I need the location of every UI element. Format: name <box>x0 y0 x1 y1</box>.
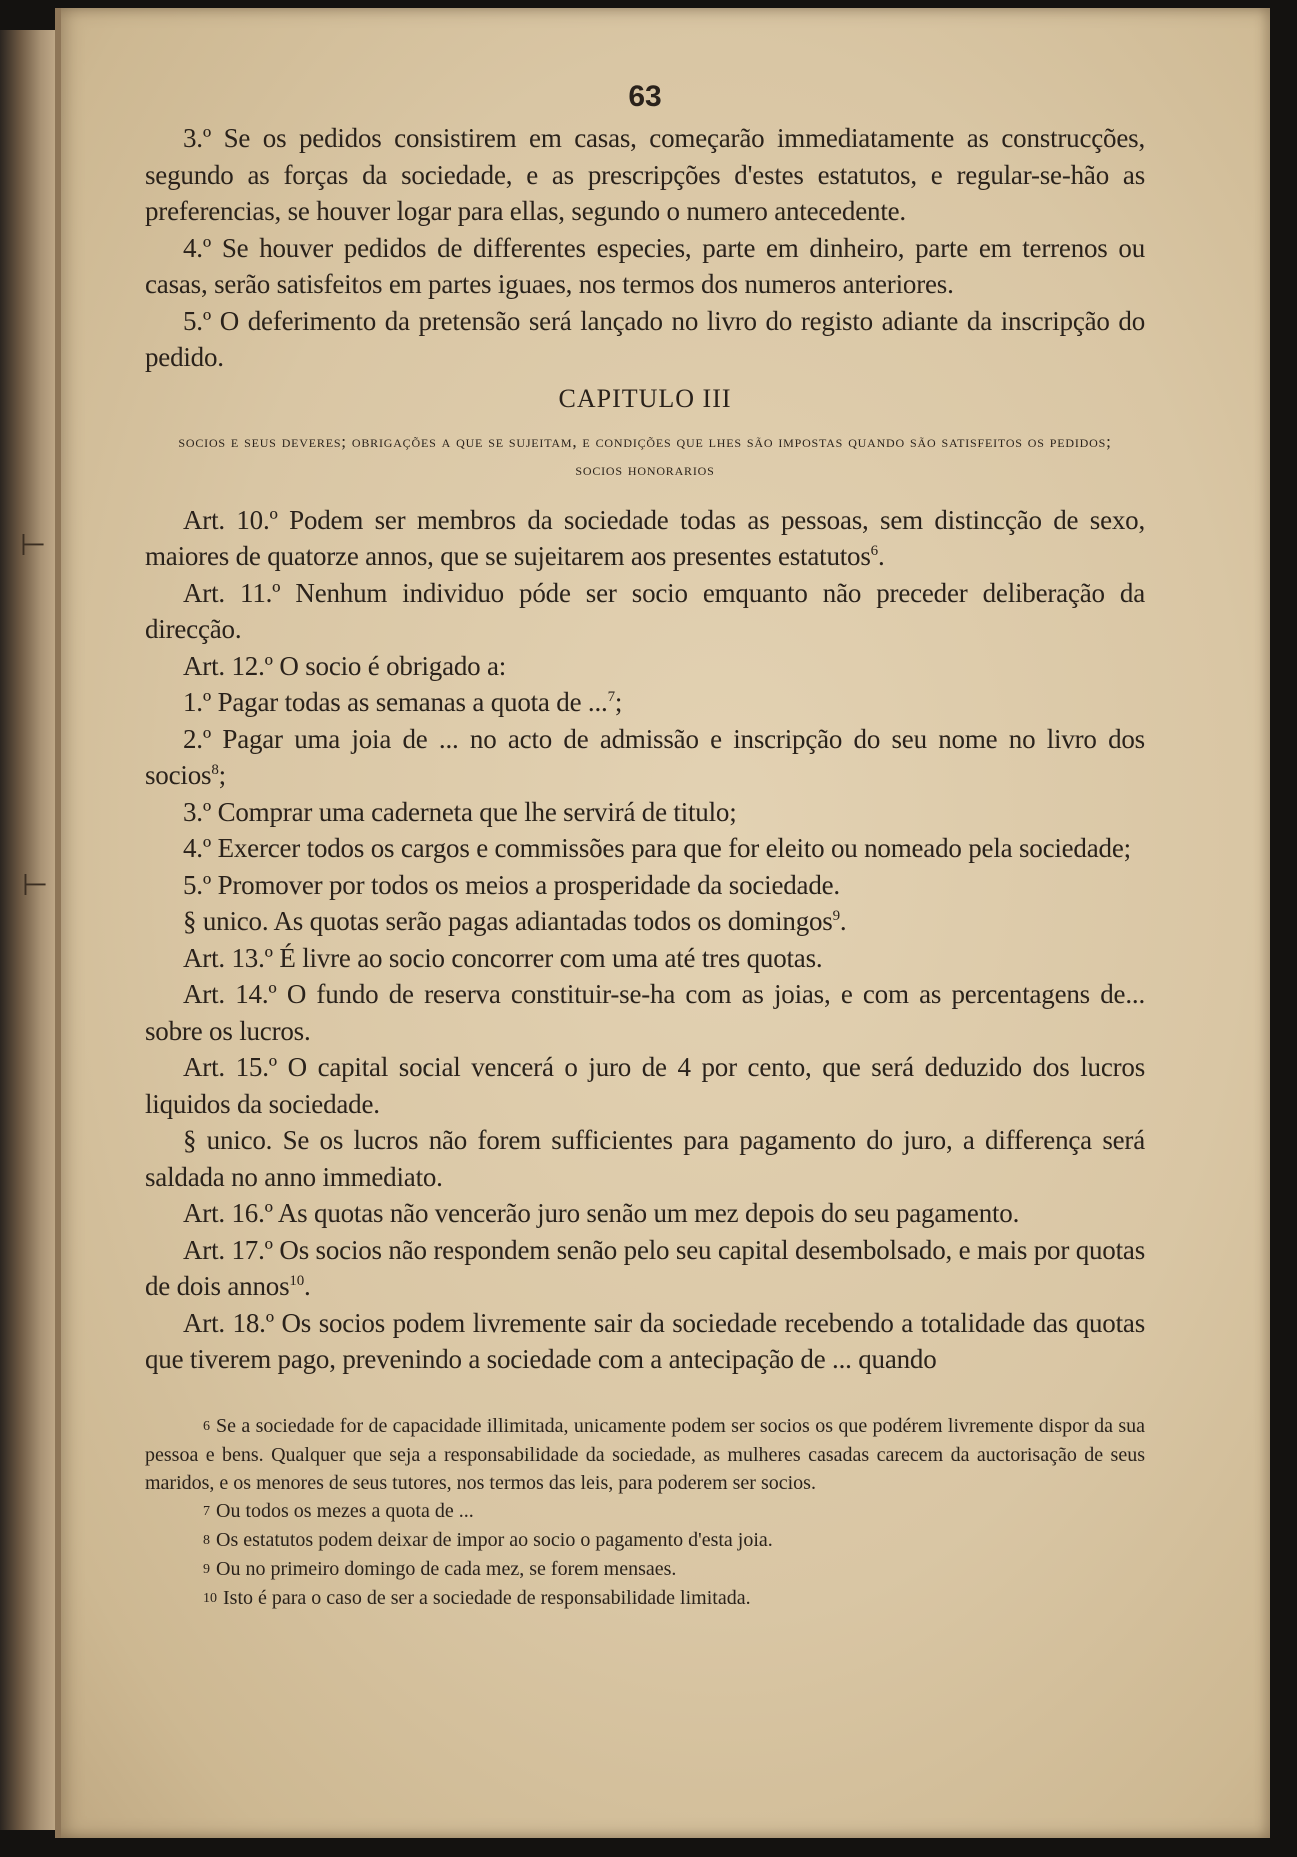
footnotes <box>145 1412 1145 1613</box>
article-12-item: 1.º Pagar todas as semanas a quota de ...$^7$; <box>183 687 623 717</box>
paragraph: 5.º O deferimento da pretensão será lançado no livro do registo adiante da inscripção do pedido. <box>145 305 1145 372</box>
article-10: Art. 10.º Podem ser membros da sociedade todas as pessoas, sem distincção de sexo, maiores de quatorze annos, que se sujeitarem aos presentes estatutos$^6$. <box>145 504 1145 571</box>
article-13: Art. 13.º É livre ao socio concorrer com uma até tres quotas. <box>183 942 823 973</box>
article-15: Art. 15.º O capital social vencerá o juro de 4 por cento, que será deduzido dos lucros liquidos da sociedade. <box>145 1052 1145 1119</box>
footnote-ref: 7 <box>607 689 615 705</box>
chapter-subtitle: socios e seus deveres; obrigações a que se sujeitam, e condições que lhes são impostas quando são satisfeitos os pedidos; socios honorarios <box>178 431 1112 479</box>
paragraph: 4.º Se houver pedidos de differentes especies, parte em dinheiro, parte em terrenos ou casas, serão satisfeitos em partes iguaes, nos termos dos numeros anteriores. <box>145 232 1145 299</box>
page-edge <box>55 8 61 1838</box>
article-12: Art. 12.º O socio é obrigado a: <box>183 650 507 681</box>
footnote: 7 Ou todos os mezes a quota de ... <box>203 1499 474 1522</box>
footnote: 8 Os estatutos podem deixar de impor ao socio o pagamento d'esta joia. <box>203 1528 773 1551</box>
article-14: Art. 14.º O fundo de reserva constituir-se-ha com as joias, e com as percentagens de... sobre os lucros. <box>145 979 1145 1046</box>
footnote: 9 Ou no primeiro domingo de cada mez, se forem mensaes. <box>203 1557 677 1580</box>
article-12-item: 5.º Promover por todos os meios a prosperidade da sociedade. <box>183 869 840 900</box>
footnote-mark: 7 <box>203 1503 210 1519</box>
article-11: Art. 11.º Nenhum individuo póde ser socio emquanto não preceder deliberação da direcção. <box>145 577 1145 644</box>
footnote-ref: 8 <box>211 762 219 778</box>
footnote: 6 Se a sociedade for de capacidade illimitada, unicamente podem ser socios os que podérem livremente dispor da sua pessoa e bens. Qualquer que seja a responsabilidade da sociedade, as mulheres casadas carecem da auctorisação de seus maridos, e os menores de seus tutores, nos termos das leis, para poderem ser socios. <box>145 1414 1145 1494</box>
footnote-mark: 6 <box>203 1418 210 1434</box>
page-content <box>145 70 1145 1613</box>
article-12-item: 2.º Pagar uma joia de ... no acto de admissão e inscripção do seu nome no livro dos socios$^8$; <box>145 723 1145 790</box>
body-text <box>145 120 1145 1378</box>
article-12-item: 4.º Exercer todos os cargos e commissões para que for eleito ou nomeado pela sociedade; <box>183 833 1131 863</box>
margin-pencil-mark-icon: ⊢ <box>20 528 47 563</box>
footnote-ref: 10 <box>289 1273 304 1289</box>
book-spine <box>0 30 58 1830</box>
footnote-mark: 8 <box>203 1532 210 1548</box>
footnote-ref: 6 <box>870 543 878 559</box>
chapter-title: CAPITULO III <box>558 383 732 413</box>
footnote-mark: 10 <box>203 1590 217 1606</box>
footnote-mark: 9 <box>203 1561 210 1577</box>
margin-pencil-mark-icon: ⊢ <box>22 868 49 903</box>
article-12-item: 3.º Comprar uma caderneta que lhe servirá de titulo; <box>183 796 737 827</box>
article-12-unico: § unico. As quotas serão pagas adiantadas todos os domingos$^9$. <box>183 906 847 936</box>
footnote: 10 Isto é para o caso de ser a sociedade de responsabilidade limitada. <box>203 1586 751 1609</box>
article-15-unico: § unico. Se os lucros não forem sufficientes para pagamento do juro, a differença será saldada no anno immediato. <box>145 1125 1145 1192</box>
page-number: 63 <box>628 80 662 113</box>
article-17: Art. 17.º Os socios não respondem senão pelo seu capital desembolsado, e mais por quotas de dois annos$^{10}$. <box>145 1234 1145 1301</box>
footnote-ref: 9 <box>832 908 840 924</box>
article-16: Art. 16.º As quotas não vencerão juro senão um mez depois do seu pagamento. <box>183 1198 1020 1228</box>
paragraph: 3.º Se os pedidos consistirem em casas, começarão immediatamente as construcções, segundo as forças da sociedade, e as prescripções d'estes estatutos, e regular-se-hão as preferencias, se houver logar para ellas, segundo o numero antecedente. <box>145 123 1145 226</box>
article-18: Art. 18.º Os socios podem livremente sair da sociedade recebendo a totalidade das quotas que tiverem pago, prevenindo a sociedade com a antecipação de ... quando <box>145 1307 1145 1374</box>
